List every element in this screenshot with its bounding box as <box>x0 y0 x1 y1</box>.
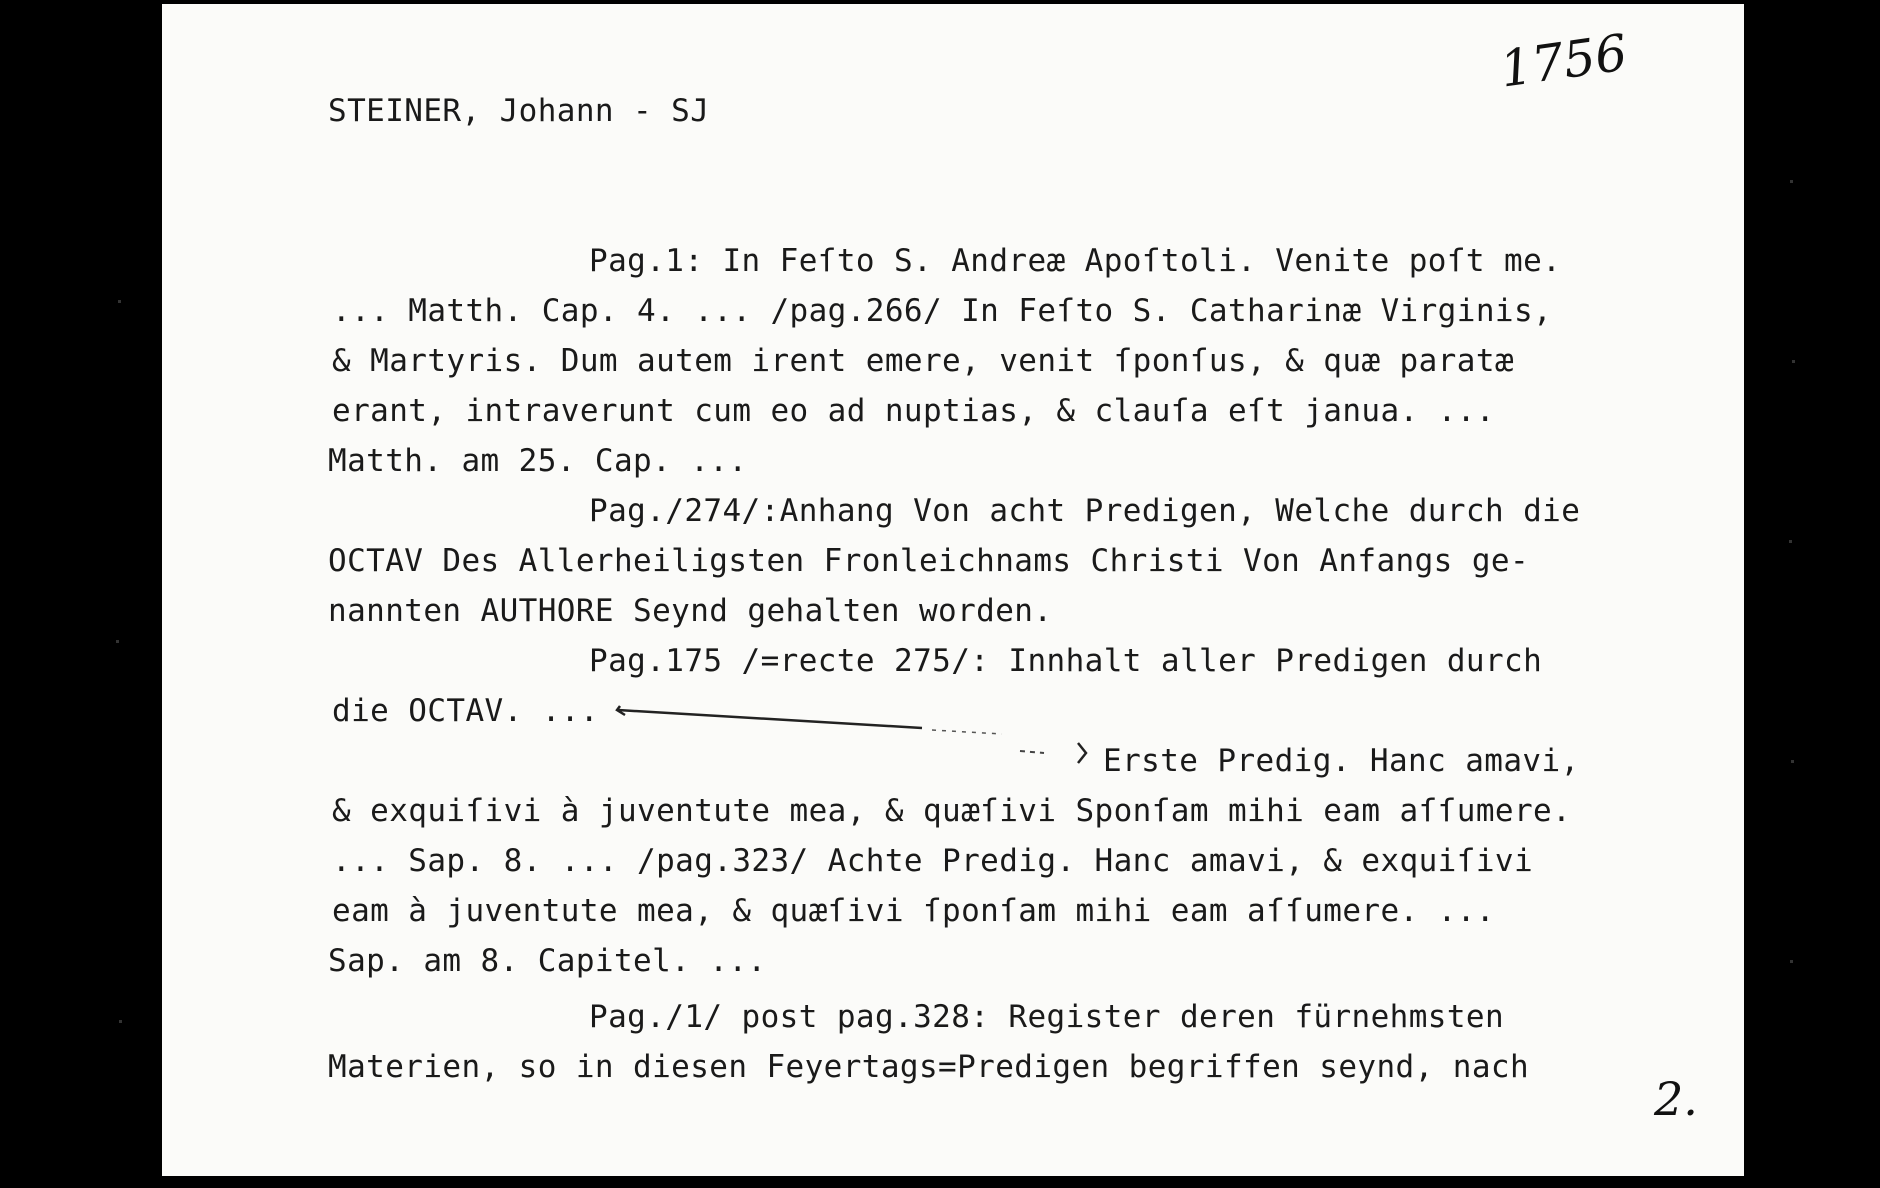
text-line: die OCTAV. ... <box>332 693 599 729</box>
text-line: Pag.1: In Feſto S. Andreæ Apoſtoli. Venite poſt me. <box>589 243 1562 279</box>
page-mark: 2. <box>1654 1072 1698 1126</box>
text-line: ... Matth. Cap. 4. ... /pag.266/ In Feſto S. Catharinæ Virginis, <box>332 293 1553 329</box>
text-line: ... Sap. 8. ... /pag.323/ Achte Predig. Hanc amavi, & exquiſivi <box>332 843 1534 879</box>
text-line: Erste Predig. Hanc amavi, <box>1103 743 1580 779</box>
text-line: nannten AUTHORE Seynd gehalten worden. <box>328 593 1053 629</box>
text-line: Pag.175 /=recte 275/: Innhalt aller Predigen durch <box>589 643 1543 679</box>
text-line: Matth. am 25. Cap. ... <box>328 443 748 479</box>
text-line: eam à juventute mea, & quæſivi ſponſam mihi eam aſſumere. ... <box>332 893 1495 929</box>
text-line: Materien, so in diesen Feyertags=Predigen begriffen seynd, nach <box>328 1049 1530 1085</box>
text-line: Pag./1/ post pag.328: Register deren fürnehmsten <box>589 999 1505 1035</box>
text-line: & Martyris. Dum autem irent emere, venit ſponſus, & quæ paratæ <box>332 343 1514 379</box>
text-line: & exquiſivi à juventute mea, & quæſivi Sponſam mihi eam aſſumere. <box>332 793 1572 829</box>
card-heading: STEINER, Johann - SJ <box>328 93 710 129</box>
text-line: erant, intraverunt cum eo ad nuptias, & clauſa eſt janua. ... <box>332 393 1495 429</box>
catalog-card <box>162 4 1744 1176</box>
catalog-number: 1756 <box>1496 23 1631 99</box>
text-line: Sap. am 8. Capitel. ... <box>328 943 767 979</box>
text-line: Pag./274/:Anhang Von acht Predigen, Welche durch die <box>589 493 1581 529</box>
text-line: OCTAV Des Allerheiligsten Fronleichnams Christi Von Anfangs ge- <box>328 543 1530 579</box>
